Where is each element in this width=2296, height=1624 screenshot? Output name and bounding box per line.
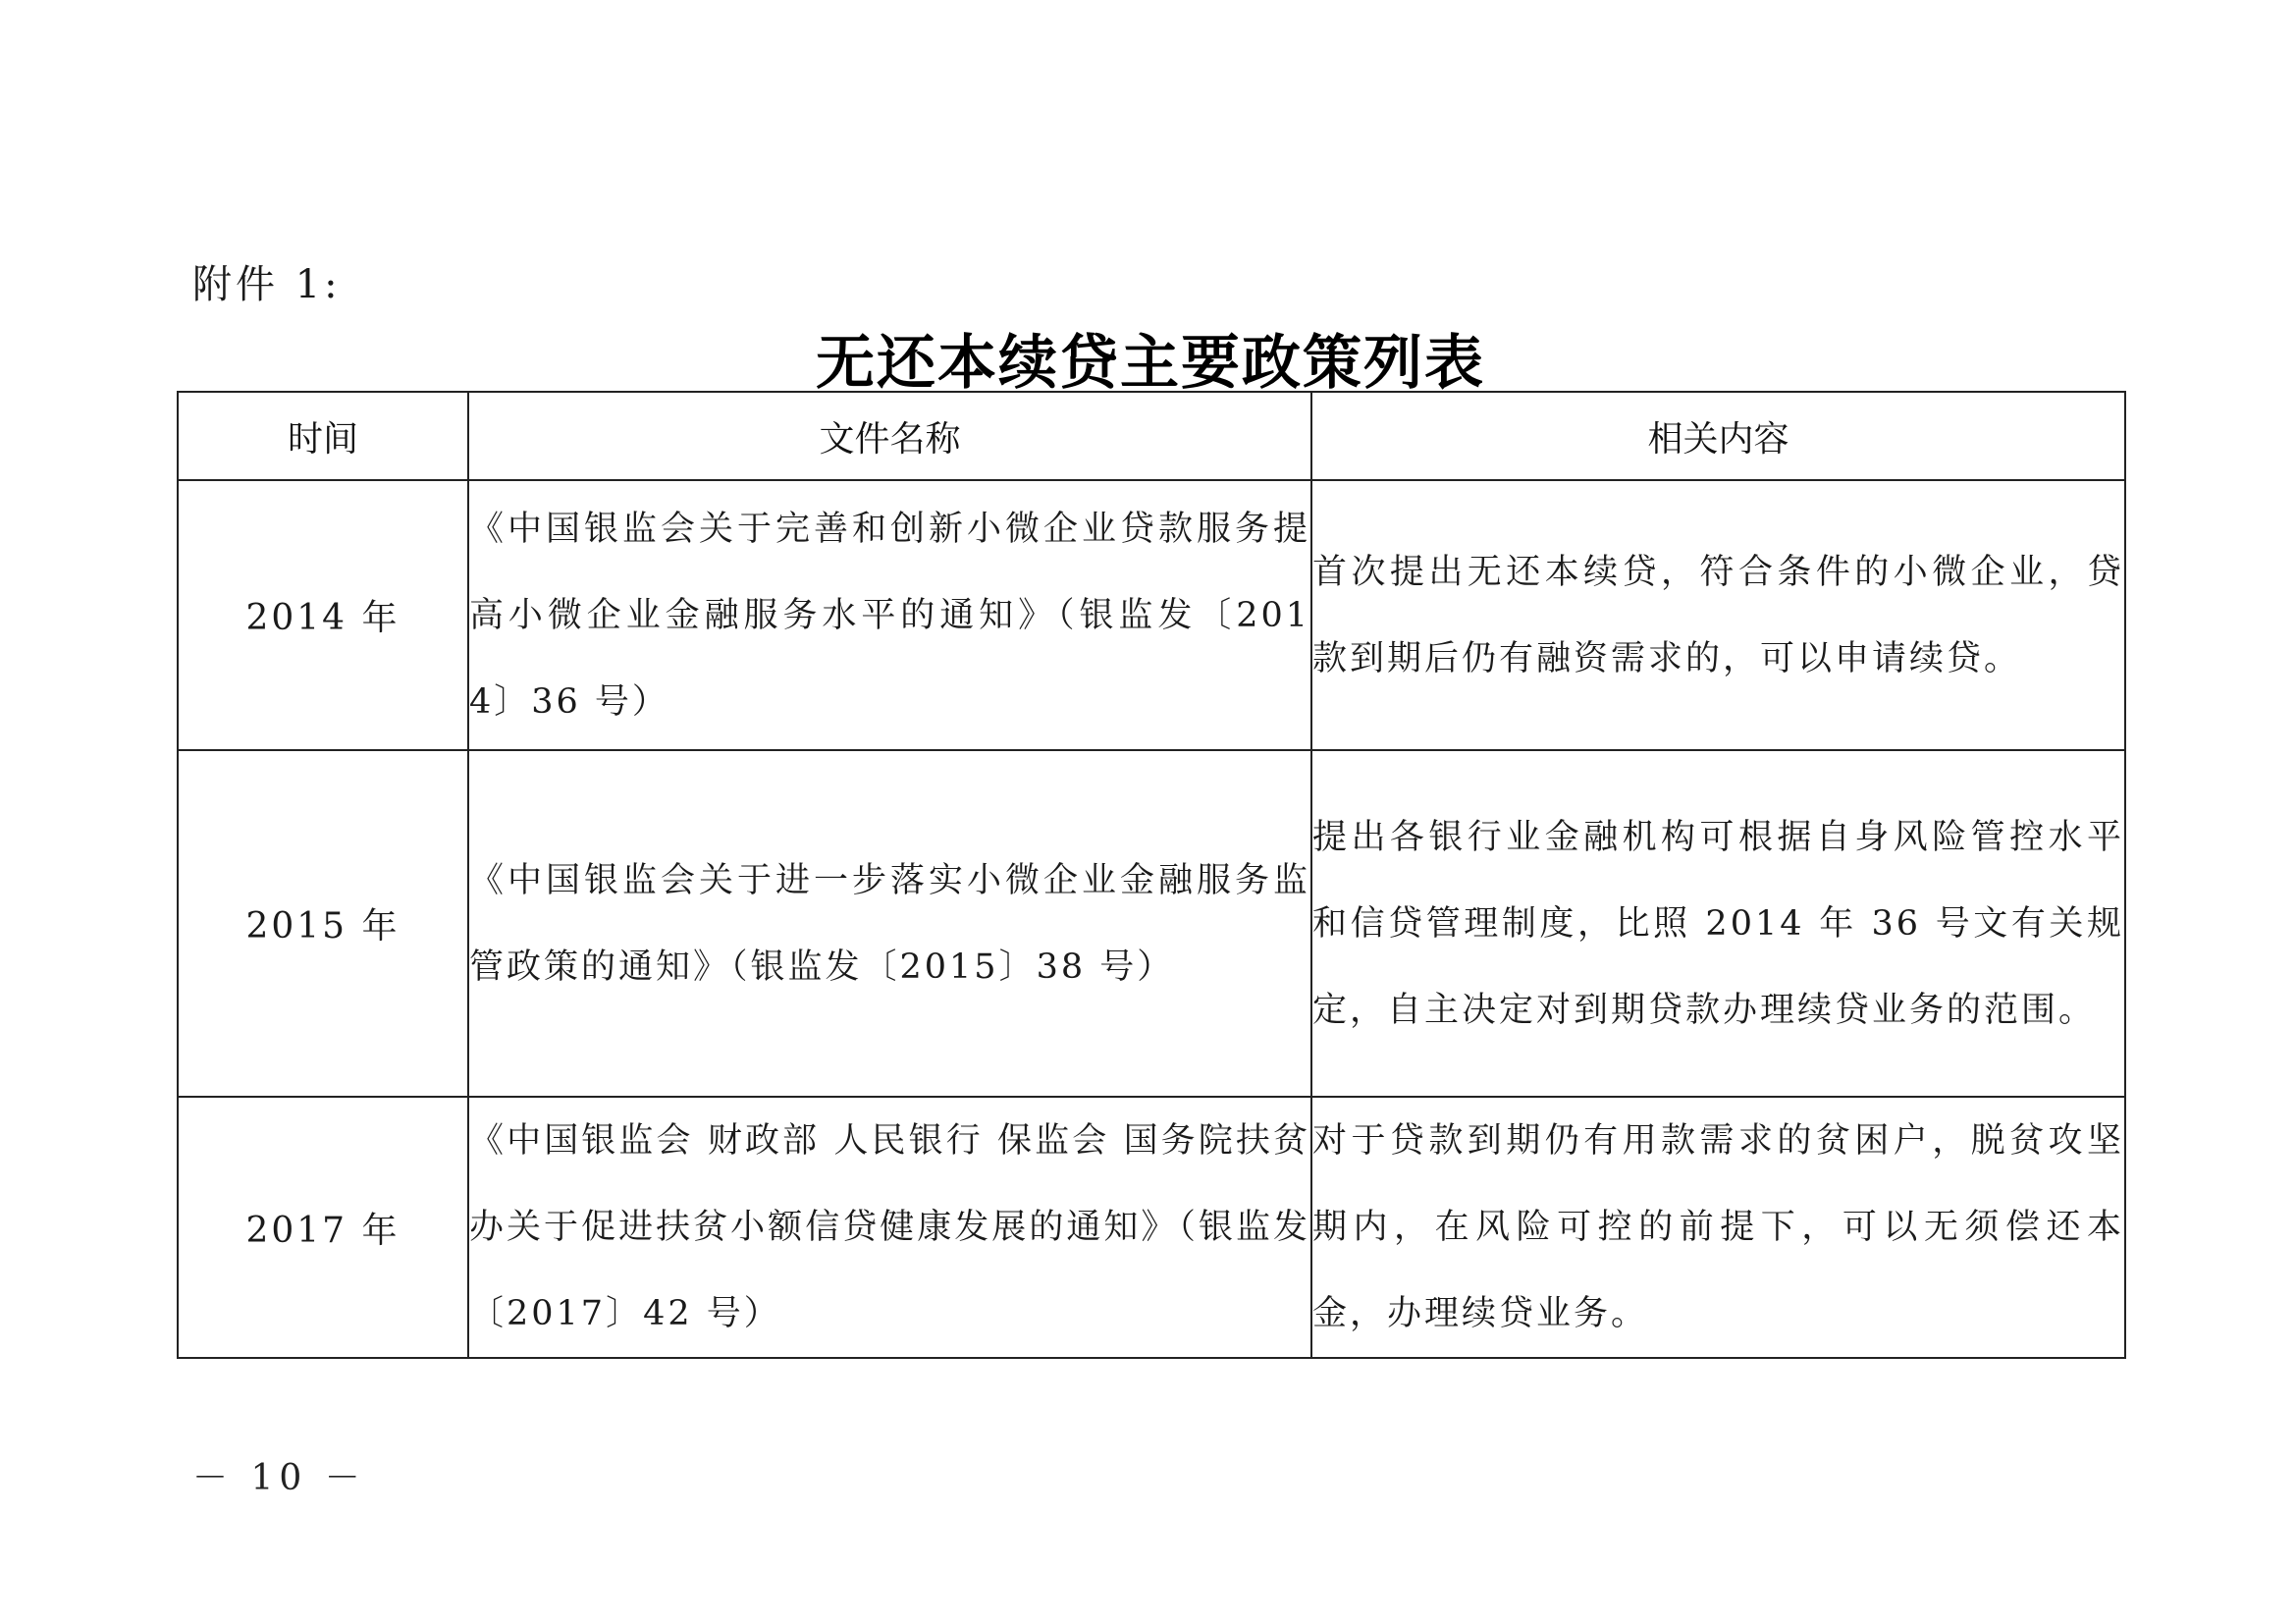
table-header-row: [178, 392, 2125, 480]
table-row: [178, 1097, 2125, 1358]
table-row: [178, 750, 2125, 1097]
header-document-name: 文件名称: [468, 392, 1311, 480]
page-number: － 10 －: [192, 1458, 366, 1498]
document-title: 无还本续贷主要政策列表: [816, 329, 1485, 398]
row-content: 提出各银行业金融机构可根据自身风险管控水平和信贷管理制度，比照 2014 年 36 号文有关规定，自主决定对到期贷款办理续贷业务的范围。: [1311, 750, 2125, 1097]
header-time: 时间: [178, 392, 468, 480]
header-related-content: 相关内容: [1311, 392, 2125, 480]
row-year: 2014 年: [178, 480, 468, 750]
row-document: 《中国银监会 财政部 人民银行 保监会 国务院扶贫办关于促进扶贫小额信贷健康发展的通知》（银监发〔2017〕42 号）: [468, 1097, 1311, 1358]
row-document: 《中国银监会关于进一步落实小微企业金融服务监管政策的通知》（银监发〔2015〕38 号）: [468, 750, 1311, 1097]
table-row: [178, 480, 2125, 750]
row-content: 对于贷款到期仍有用款需求的贫困户，脱贫攻坚期内，在风险可控的前提下，可以无须偿还本金，办理续贷业务。: [1311, 1097, 2125, 1358]
row-year: 2015 年: [178, 750, 468, 1097]
row-year: 2017 年: [178, 1097, 468, 1358]
attachment-label: 附件 1:: [192, 262, 342, 307]
row-document: 《中国银监会关于完善和创新小微企业贷款服务提高小微企业金融服务水平的通知》（银监发〔2014〕36 号）: [468, 480, 1311, 750]
row-content: 首次提出无还本续贷，符合条件的小微企业，贷款到期后仍有融资需求的，可以申请续贷。: [1311, 480, 2125, 750]
policy-table: [177, 391, 2126, 1359]
